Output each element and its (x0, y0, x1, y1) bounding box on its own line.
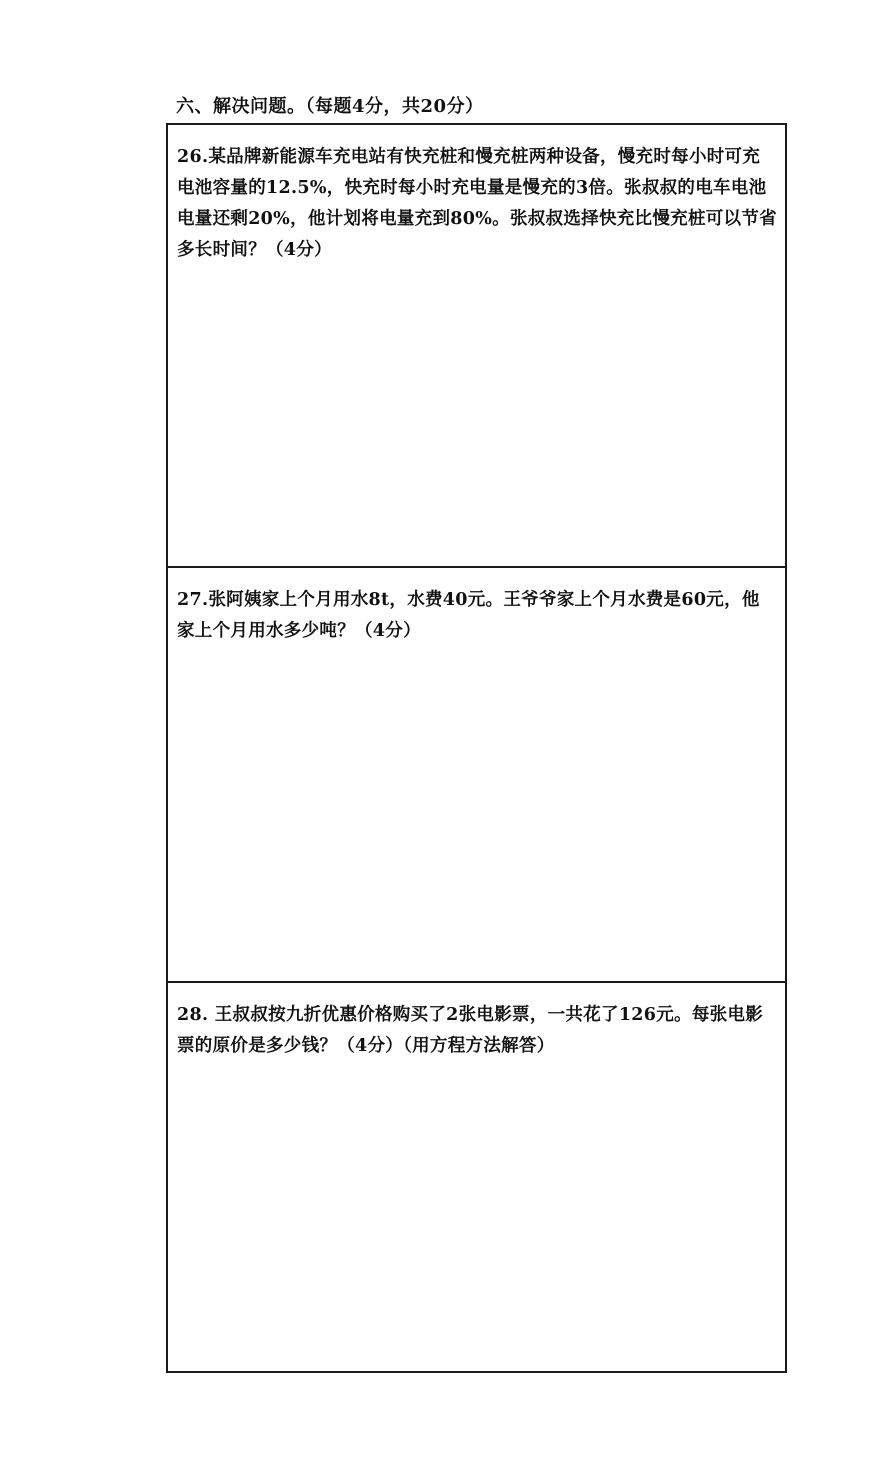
question-cell-26[interactable] (168, 125, 785, 568)
section-title: 六、解决问题。（每题4分，共20分） (176, 96, 484, 117)
question-cell-28[interactable] (168, 983, 785, 1371)
answer-table (166, 123, 787, 1373)
question-text-27: 27.张阿姨家上个月用水8t，水费40元。王爷爷家上个月水费是60元，他家上个月用水多少吨？（4分） (177, 590, 760, 641)
question-cell-27[interactable] (168, 568, 785, 983)
question-text-26: 26.某品牌新能源车充电站有快充桩和慢充桩两种设备，慢充时每小时可充电池容量的12.5%，快充时每小时充电量是慢充的3倍。张叔叔的电车电池电量还剩20%，他计划将电量充到80%。张叔叔选择快充比慢充桩可以节省多长时间？（4分） (177, 147, 777, 260)
question-text-28: 28. 王叔叔按九折优惠价格购买了2张电影票，一共花了126元。每张电影票的原价是多少钱？（4分）（用方程方法解答） (177, 1005, 764, 1056)
